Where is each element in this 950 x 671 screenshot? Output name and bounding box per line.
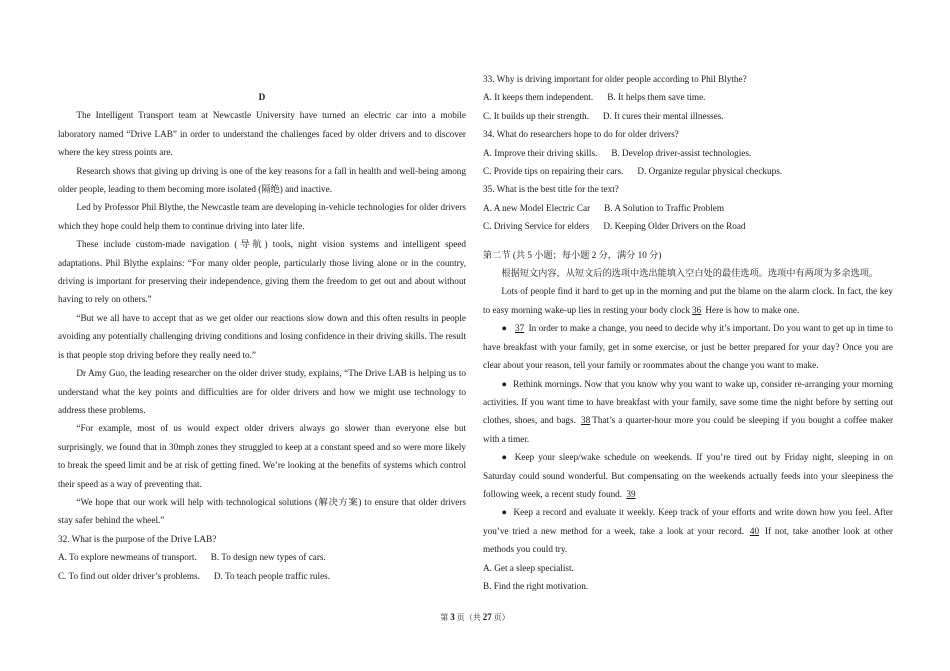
cloze-text: Keep your sleep/wake schedule on weekends. If you’re tired out by Friday night, sleeping in on Saturday could sound wonderful. But compensating on the weekends actually feeds into your sleepiness the following week, a recent study found. (483, 452, 894, 499)
cloze-text: In order to make a change, you need to decide why it’s important. Do you want to get up in time to have breakfast with your family, get in some exercise, or just be better prepared for your day? Once you are clear about your reason, tell your family or roommates about the change you want to make. (483, 323, 893, 371)
left-column (58, 88, 466, 585)
question-34-stem: 34. What do researchers hope to do for older drivers? (483, 129, 679, 140)
question-32-options-row1 (58, 548, 466, 566)
q33-option-d: D. It cures their mental illnesses. (602, 110, 724, 121)
q34-option-d: D. Organize regular physical checkups. (637, 166, 783, 177)
cloze-text: If not, take another look at other methods you could try. (483, 525, 893, 555)
q35-option-d: D. Keeping Older Drivers on the Road (603, 221, 746, 232)
question-35-stem: 35. What is the best title for the text? (483, 184, 619, 195)
cloze-option-b: B. Find the right motivation. (483, 580, 589, 591)
q34-option-b: B. Develop driver-assist technologies. (611, 147, 752, 158)
question-35-options-row1 (483, 199, 893, 217)
bullet-icon: ● (501, 452, 509, 463)
cloze-text: Rethink mornings. Now that you know why you want to wake up, consider re-arranging your morning activities. If you want time to have breakfast with your family, save some time the night before by setting out clothes, shoes, and bags. (483, 378, 893, 426)
q32-option-d: D. To teach people traffic rules. (213, 570, 331, 581)
cloze-text: Here is how to make one. (703, 304, 800, 315)
question-32-stem: 32. What is the purpose of the Drive LAB? (58, 533, 217, 544)
passage-paragraph: “But we all have to accept that as we get older our reactions slow down and this often results in people avoiding any potentially challenging driving conditions and losing confidence in their driving skills. The result is that people stop driving before they really need to.” (58, 312, 466, 360)
question-33-options-row2 (483, 107, 893, 125)
cloze-paragraph (483, 282, 893, 319)
page-footer (0, 612, 950, 623)
blank-39: 39 (626, 488, 636, 499)
q32-option-a: A. To explore newmeans of transport. (58, 552, 197, 563)
cloze-text: That’s a quarter-hour more you could be sleeping if you bought a coffee maker with a timer. (483, 415, 894, 444)
page-total: 27 (482, 612, 492, 622)
passage-paragraph: “We hope that our work will help with technological solutions (解决方案) to ensure that older drivers stay safer behind the wheel.” (58, 496, 466, 526)
passage-paragraph: The Intelligent Transport team at Newcastle University have turned an electric car into a mobile laboratory named “Drive LAB” in order to understand the challenges faced by older drivers and to discover where the key stress points are. (58, 110, 466, 158)
passage-paragraph: Led by Professor Phil Blythe, the Newcastle team are developing in-vehicle technologies for older drivers which they hope could help them to continue driving into later life. (58, 202, 466, 231)
blank-36: 36 (691, 304, 702, 315)
q35-option-a: A. A new Model Electric Car (483, 202, 591, 213)
cloze-text: Lots of people find it hard to get up in the morning and put the blame on the alarm clock. In fact, the key to easy morning wake-up lies in resting your body clock (483, 286, 893, 315)
cloze-paragraph (483, 319, 893, 374)
bullet-icon: ● (501, 378, 508, 389)
q32-option-b: B. To design new types of cars. (210, 552, 326, 563)
q32-option-c: C. To find out older driver’s problems. (58, 570, 200, 581)
q34-option-a: A. Improve their driving skills. (483, 147, 598, 158)
cloze-paragraph (483, 503, 893, 558)
passage-paragraph: “For example, most of us would expect older drivers always go slower than everyone else but surprisingly, we found that in 30mph zones they struggled to keep at a constant speed and so were more likely to break the speed limit and be at risk of getting fined. We’re looking at the benefits of systems which control their speed as a way of preventing that. (58, 423, 466, 489)
question-32-options-row2 (58, 567, 466, 585)
q33-option-c: C. It builds up their strength. (483, 110, 589, 121)
section-2-title: 第二节 (共 5 小题；每小题 2 分，满分 10 分) (483, 249, 662, 260)
right-column (483, 70, 893, 595)
question-35-options-row2 (483, 217, 893, 235)
page-number: 3 (450, 612, 455, 622)
cloze-paragraph (483, 448, 893, 503)
section-heading: D (258, 92, 266, 102)
footer-pre: 第 (440, 613, 449, 622)
question-33-stem: 33. Why is driving important for older people according to Phil Blythe? (483, 74, 747, 84)
cloze-paragraph (483, 375, 893, 449)
q33-option-b: B. It helps them save time. (607, 92, 706, 103)
q34-option-c: C. Provide tips on repairing their cars. (483, 166, 624, 177)
q35-option-c: C. Driving Service for elders (483, 221, 590, 232)
section-2-instruction: 根据短文内容，从短文后的选项中选出能填入空白处的最佳选项。选项中有两项为多余选项。 (501, 268, 879, 279)
footer-mid: 页（共 (456, 613, 481, 622)
blank-37: 37 (515, 323, 525, 334)
cloze-option-a: A. Get a sleep specialist. (483, 562, 574, 573)
q33-option-a: A. It keeps them independent. (483, 92, 594, 103)
blank-40: 40 (749, 525, 760, 536)
passage-paragraph: These include custom-made navigation (导航) tools, night vision systems and intelligent speed adaptations. Phil Blythe explains: “For many older people, particularly those living alone or in the country, driving is important for preserving their independence, giving them the freedom to get out and about without having to rely on others.” (58, 239, 466, 305)
passage-paragraph: Research shows that giving up driving is one of the key reasons for a fall in health and well-being among older people, leading to them becoming more isolated (隔绝) and inactive. (58, 165, 466, 195)
question-34-options-row1 (483, 144, 893, 162)
q35-option-b: B. A Solution to Traffic Problem (604, 202, 724, 213)
bullet-icon: ● (501, 323, 508, 334)
question-33-options-row1 (483, 88, 893, 106)
bullet-icon: ● (501, 507, 508, 518)
cloze-text: Keep a record and evaluate it weekly. Keep track of your efforts and write down how you feel. After you’ve tried a new method for a week, take a look at your record. (483, 507, 893, 536)
question-34-options-row2 (483, 162, 893, 180)
blank-38: 38 (581, 415, 591, 426)
footer-post: 页） (493, 613, 510, 622)
passage-paragraph: Dr Amy Guo, the leading researcher on the older driver study, explains, “The Drive LAB is helping us to understand what the key points and difficulties are for older drivers and how we might use technology to address these problems. (58, 368, 466, 415)
